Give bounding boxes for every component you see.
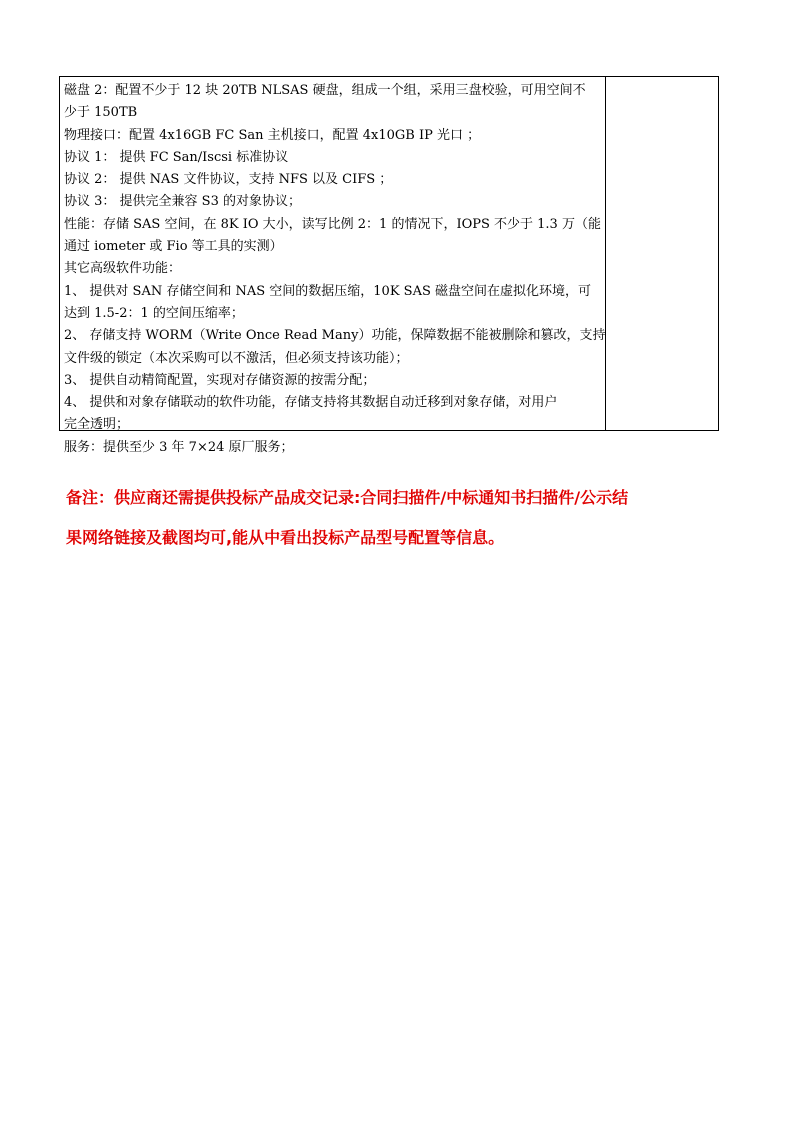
- spec-line-feature-1-cont: 达到 1.5-2：1 的空间压缩率；: [64, 305, 244, 321]
- spec-line-feature-1: 1、 提供对 SAN 存储空间和 NAS 空间的数据压缩，10K SAS 磁盘空间在虚拟化环境，可: [64, 283, 591, 299]
- remark-note-line-1: 备注：供应商还需提供投标产品成交记录:合同扫描件/中标通知书扫描件/公示结: [66, 488, 629, 507]
- spec-line-advanced-heading: 其它高级软件功能：: [64, 261, 182, 277]
- spec-line-service: 服务：提供至少 3 年 7×24 原厂服务；: [64, 439, 294, 455]
- spec-line-disk2-cont: 少于 150TB: [64, 105, 138, 121]
- spec-line-protocol-3: 协议 3： 提供完全兼容 S3 的对象协议；: [64, 194, 301, 210]
- spec-line-feature-3: 3、 提供自动精简配置，实现对存储资源的按需分配；: [64, 372, 376, 388]
- spec-line-feature-2-cont: 文件级的锁定（本次采购可以不激活，但必须支持该功能）；: [64, 350, 409, 366]
- spec-line-feature-2: 2、 存储支持 WORM（Write Once Read Many）功能，保障数据不能被删除和篡改，支持: [64, 328, 606, 344]
- spec-cell: [60, 77, 606, 455]
- spec-line-performance-cont: 通过 iometer 或 Fio 等工具的实测）: [64, 239, 283, 255]
- spec-line-protocol-1: 协议 1： 提供 FC San/Iscsi 标准协议: [64, 149, 289, 165]
- spec-line-disk2: 磁盘 2：配置不少于 12 块 20TB NLSAS 硬盘，组成一个组，采用三盘校验，可用空间不: [64, 83, 586, 98]
- spec-line-feature-4-cont: 完全透明；: [64, 417, 130, 433]
- blank-cell: [606, 77, 718, 430]
- spec-table: [59, 76, 719, 455]
- spec-line-performance: 性能：存储 SAS 空间，在 8K IO 大小，读写比例 2：1 的情况下，IOPS 不少于 1.3 万（能: [64, 216, 601, 232]
- spec-line-protocol-2: 协议 2： 提供 NAS 文件协议，支持 NFS 以及 CIFS ；: [64, 172, 393, 188]
- spec-line-feature-4: 4、 提供和对象存储联动的软件功能，存储支持将其数据自动迁移到对象存储，对用户: [64, 395, 558, 411]
- remark-note: [66, 478, 726, 558]
- spec-line-physical-interface: 物理接口：配置 4x16GB FC San 主机接口，配置 4x10GB IP 光口 ；: [64, 127, 481, 143]
- remark-note-line-2: 果网络链接及截图均可,能从中看出投标产品型号配置等信息。: [66, 528, 505, 547]
